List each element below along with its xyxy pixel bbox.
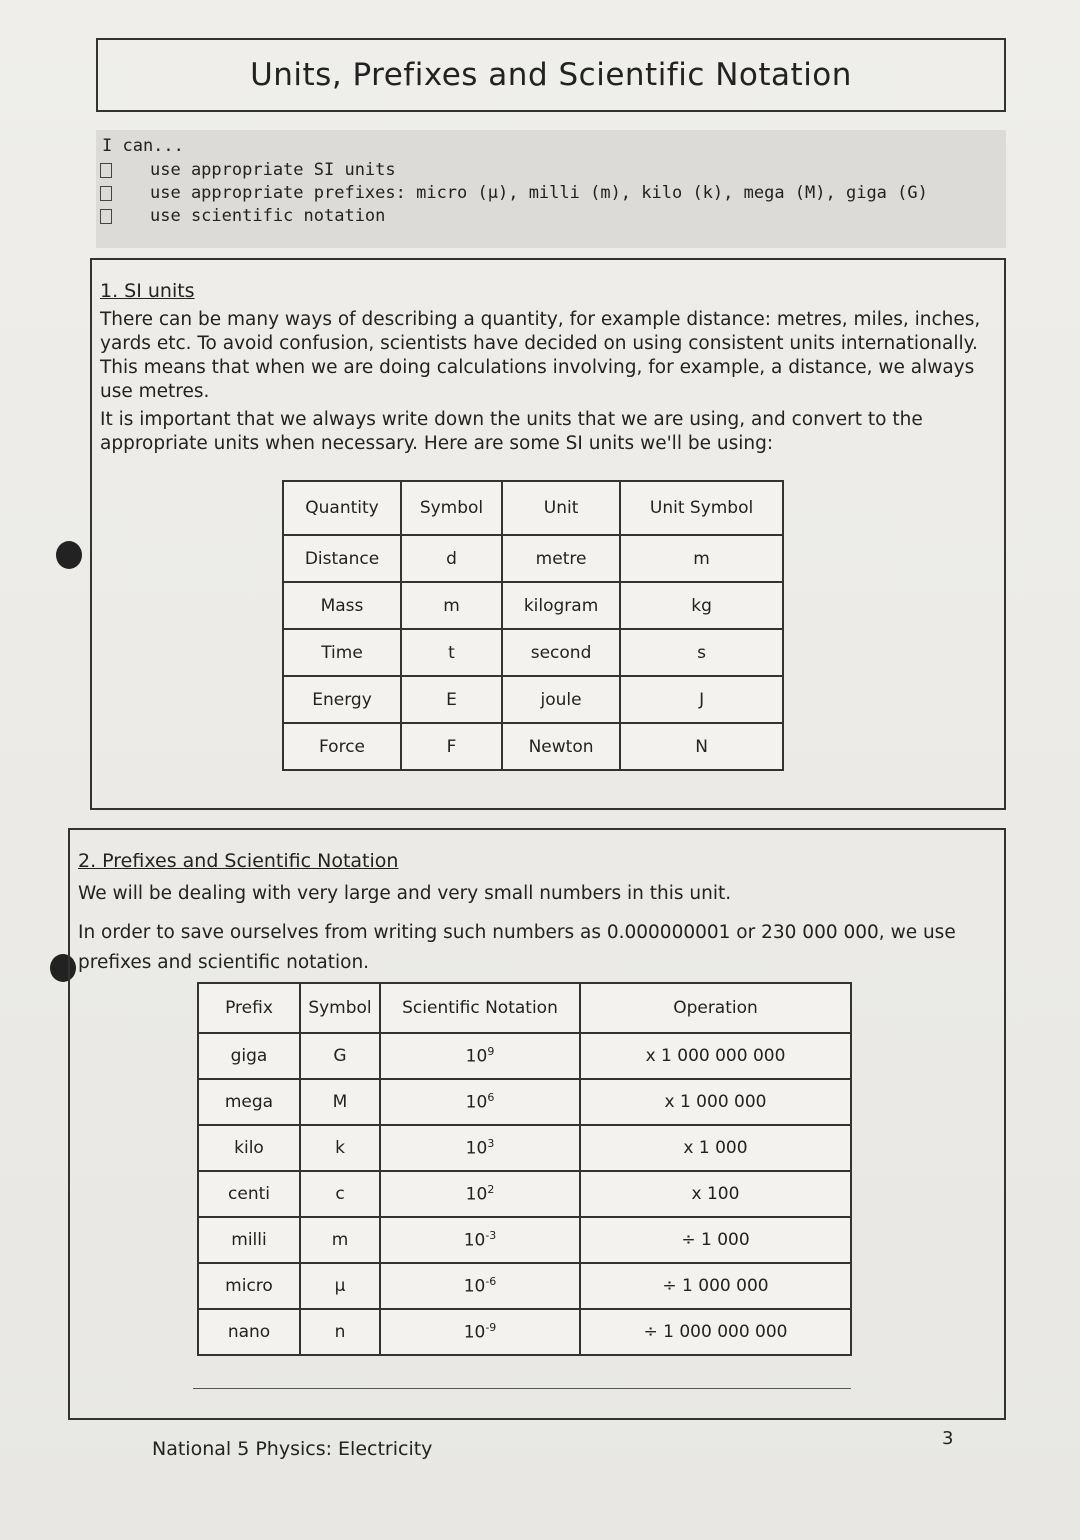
table-cell: metre <box>502 535 620 582</box>
scientific-notation-cell <box>380 1309 580 1355</box>
page-title: Units, Prefixes and Scientific Notation <box>96 38 1006 112</box>
header-cell: Unit Symbol <box>620 481 783 535</box>
header-cell: Symbol <box>401 481 502 535</box>
prefix-cell: centi <box>198 1171 300 1217</box>
symbol-cell: M <box>300 1079 380 1125</box>
power-base: 10 <box>465 1046 488 1067</box>
outcome-item <box>100 206 385 226</box>
footer-text: National 5 Physics: Electricity <box>152 1438 433 1460</box>
outcome-label: use appropriate prefixes: micro (µ), milli (m), kilo (k), mega (M), giga (G) <box>150 183 928 203</box>
table-cell: E <box>401 676 502 723</box>
table-row <box>283 676 783 723</box>
checkbox-icon <box>100 186 112 201</box>
section-si-units <box>90 258 1006 810</box>
power-exponent: -3 <box>485 1229 497 1243</box>
power-base: 10 <box>463 1230 486 1251</box>
checkbox-icon <box>100 209 112 224</box>
table-row <box>283 629 783 676</box>
table-cell: F <box>401 723 502 770</box>
power-exponent: 2 <box>487 1183 495 1197</box>
table-row <box>283 723 783 770</box>
table-cell: t <box>401 629 502 676</box>
outcome-label: use appropriate SI units <box>150 160 396 180</box>
operation-cell: x 1 000 000 000 <box>580 1033 851 1079</box>
operation-cell: ÷ 1 000 <box>580 1217 851 1263</box>
power-base: 10 <box>465 1138 488 1159</box>
prefix-cell: giga <box>198 1033 300 1079</box>
prefix-cell: nano <box>198 1309 300 1355</box>
table-row <box>198 1309 851 1355</box>
table-cell: joule <box>502 676 620 723</box>
table-cell: m <box>401 582 502 629</box>
table-row <box>283 582 783 629</box>
prefixes-table <box>197 982 852 1356</box>
table-cell: Time <box>283 629 401 676</box>
scientific-notation-cell <box>380 1125 580 1171</box>
table-cell: Newton <box>502 723 620 770</box>
prefix-cell: milli <box>198 1217 300 1263</box>
ican-heading: I can... <box>102 136 184 156</box>
learning-outcomes <box>96 130 1006 248</box>
paragraph: There can be many ways of describing a quantity, for example distance: metres, miles, inches, yards etc. To avoid confusion, scientists have decided on using consistent units internationally. This means that when we are doing calculations involving, for example, a distance, we always use metres. <box>100 309 981 402</box>
section-heading: 1. SI units <box>100 280 195 302</box>
table-header-row <box>198 983 851 1033</box>
table-cell: Force <box>283 723 401 770</box>
scientific-notation-cell <box>380 1033 580 1079</box>
header-cell: Prefix <box>198 983 300 1033</box>
table-cell: second <box>502 629 620 676</box>
table-cell: kg <box>620 582 783 629</box>
table-row <box>283 535 783 582</box>
operation-cell: x 1 000 <box>580 1125 851 1171</box>
power-base: 10 <box>463 1322 486 1343</box>
table-cell: m <box>620 535 783 582</box>
outcome-item <box>100 183 928 203</box>
operation-cell: x 100 <box>580 1171 851 1217</box>
symbol-cell: µ <box>300 1263 380 1309</box>
table-cell: kilogram <box>502 582 620 629</box>
table-row <box>198 1079 851 1125</box>
punch-hole <box>56 541 82 569</box>
symbol-cell: m <box>300 1217 380 1263</box>
power-exponent: 3 <box>487 1137 495 1151</box>
table-cell: Mass <box>283 582 401 629</box>
divider <box>193 1388 851 1389</box>
operation-cell: x 1 000 000 <box>580 1079 851 1125</box>
section-heading: 2. Prefixes and Scientific Notation <box>78 850 399 872</box>
power-exponent: -6 <box>485 1275 497 1289</box>
table-cell: d <box>401 535 502 582</box>
power-exponent: 9 <box>487 1045 495 1059</box>
paragraph: In order to save ourselves from writing such numbers as 0.000000001 or 230 000 000, we use prefixes and scientific notation. <box>78 922 956 973</box>
page-number: 3 <box>942 1428 954 1449</box>
table-cell: s <box>620 629 783 676</box>
power-base: 10 <box>465 1092 488 1113</box>
header-cell: Unit <box>502 481 620 535</box>
section-prefixes <box>68 828 1006 1420</box>
paragraph: It is important that we always write down the units that we are using, and convert to the appropriate units when necessary. Here are some SI units we'll be using: <box>100 409 923 454</box>
checkbox-icon <box>100 163 112 178</box>
table-header-row <box>283 481 783 535</box>
symbol-cell: c <box>300 1171 380 1217</box>
header-cell: Quantity <box>283 481 401 535</box>
table-cell: Energy <box>283 676 401 723</box>
symbol-cell: k <box>300 1125 380 1171</box>
paragraph: We will be dealing with very large and very small numbers in this unit. <box>78 883 732 904</box>
outcome-label: use scientific notation <box>150 206 386 226</box>
power-base: 10 <box>463 1276 486 1297</box>
table-row <box>198 1125 851 1171</box>
outcome-item <box>100 160 396 180</box>
table-row <box>198 1171 851 1217</box>
operation-cell: ÷ 1 000 000 <box>580 1263 851 1309</box>
operation-cell: ÷ 1 000 000 000 <box>580 1309 851 1355</box>
table-row <box>198 1033 851 1079</box>
scientific-notation-cell <box>380 1217 580 1263</box>
symbol-cell: G <box>300 1033 380 1079</box>
si-units-table <box>282 480 784 771</box>
scientific-notation-cell <box>380 1171 580 1217</box>
table-row <box>198 1263 851 1309</box>
power-base: 10 <box>465 1184 488 1205</box>
header-cell: Scientific Notation <box>380 983 580 1033</box>
table-cell: N <box>620 723 783 770</box>
scientific-notation-cell <box>380 1079 580 1125</box>
scientific-notation-cell <box>380 1263 580 1309</box>
table-row <box>198 1217 851 1263</box>
prefix-cell: mega <box>198 1079 300 1125</box>
prefix-cell: micro <box>198 1263 300 1309</box>
table-cell: J <box>620 676 783 723</box>
header-cell: Operation <box>580 983 851 1033</box>
table-cell: Distance <box>283 535 401 582</box>
power-exponent: -9 <box>485 1321 497 1335</box>
symbol-cell: n <box>300 1309 380 1355</box>
prefix-cell: kilo <box>198 1125 300 1171</box>
power-exponent: 6 <box>487 1091 495 1105</box>
header-cell: Symbol <box>300 983 380 1033</box>
